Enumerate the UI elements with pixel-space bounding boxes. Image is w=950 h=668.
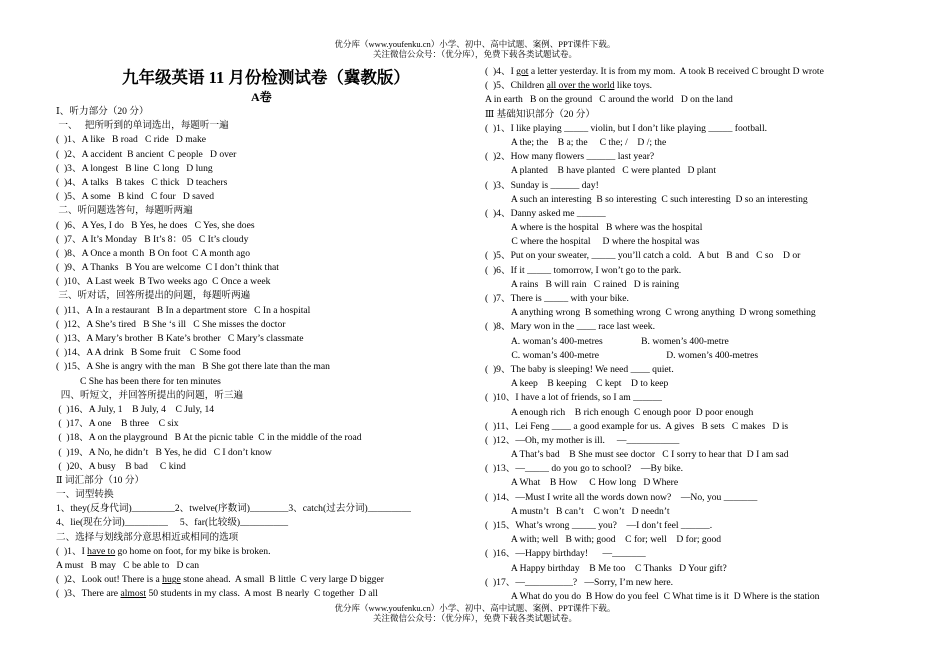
right-line: Ⅲ 基础知识部分（20 分） bbox=[485, 108, 595, 120]
right-line: ( )3、Sunday is ______ day! bbox=[485, 179, 599, 191]
left-line: ( )1、I have to go home on foot, for my bike is broken. bbox=[56, 545, 271, 557]
left-line: ( )6、A Yes, I do B Yes, he does C Yes, she does bbox=[56, 219, 255, 231]
left-line: C She has been there for ten minutes bbox=[56, 375, 221, 387]
page-footer bbox=[0, 603, 950, 623]
left-line: A must B may C be able to D can bbox=[56, 560, 200, 571]
left-line: ( )2、Look out! There is a huge stone ahead. A small B little C very large D bigger bbox=[56, 574, 384, 586]
right-line: ( )15、What’s wrong _____ you? —I don’t feel ______. bbox=[485, 520, 713, 531]
left-line: ( )20、A busy B bad C kind bbox=[56, 460, 186, 472]
underlined-phrase: have to bbox=[87, 545, 116, 557]
right-line: ( )7、There is _____ with your bike. bbox=[485, 293, 629, 304]
left-line: 四、听短文，并回答所提出的问题，听三遍 bbox=[56, 389, 244, 401]
right-line: A. woman’s 400-metres B. women’s 400-metre bbox=[485, 335, 729, 347]
left-line: ( )15、A She is angry with the man B She got there late than the man bbox=[56, 361, 330, 373]
right-line: ( )8、Mary won in the ____ race last week. bbox=[485, 321, 655, 333]
right-line: ( )1、I like playing _____ violin, but I don’t like playing _____ football. bbox=[485, 122, 768, 134]
right-line: A the; the B a; the C the; / D /; the bbox=[485, 136, 667, 148]
left-line: ( )12、A She’s tired B She ‘s ill C She misses the doctor bbox=[56, 318, 286, 330]
left-question-list bbox=[56, 105, 476, 602]
right-line: A Happy birthday B Me too C Thanks D Your gift? bbox=[485, 562, 727, 574]
page-title: 九年级英语 11 月份检测试卷（冀教版） bbox=[122, 68, 410, 87]
right-line: ( )14、—Must I write all the words down now? —No, you _______ bbox=[485, 491, 758, 503]
header-line-1: 优分库（www.youfenku.cn）小学、初中、高中试题、案例、PPT课件下载。 bbox=[334, 39, 616, 49]
right-line: A enough rich B rich enough C enough poor D poor enough bbox=[485, 406, 754, 418]
page-header bbox=[0, 39, 950, 59]
footer-line-1: 优分库（www.youfenku.cn）小学、初中、高中试题、案例、PPT课件下载。 bbox=[334, 603, 616, 613]
left-line: ( )9、A Thanks B You are welcome C I don’t think that bbox=[56, 262, 279, 274]
header-line-2: 关注微信公众号：（优分库），免费下载各类试题试卷。 bbox=[372, 49, 577, 59]
left-line: ( )1、A like B road C ride D make bbox=[56, 134, 207, 146]
left-line: 4、lie(现在分词)_________ 5、far(比较级)__________ bbox=[56, 517, 289, 529]
left-line: ( )11、A In a restaurant B In a department store C In a hospital bbox=[56, 304, 311, 316]
right-line: ( )5、Put on your sweater, _____ you’ll catch a cold. A but B and C so D or bbox=[485, 250, 801, 262]
left-line: ( )10、A Last week B Two weeks ago C Once a week bbox=[56, 276, 271, 288]
right-line: A such an interesting B so interesting C such interesting D so an interesting bbox=[485, 193, 808, 205]
left-line: 二、选择与划线部分意思相近或相同的选项 bbox=[56, 531, 239, 543]
footer-line-2: 关注微信公众号：（优分库），免费下载各类试题试卷。 bbox=[372, 613, 577, 623]
left-line: 一、词型转换 bbox=[56, 489, 114, 501]
left-line: ( )5、A some B kind C four D saved bbox=[56, 191, 215, 203]
left-column bbox=[56, 67, 476, 602]
right-line: ( )16、—Happy birthday! —_______ bbox=[485, 548, 646, 560]
right-line: A planted B have planted C were planted D plant bbox=[485, 165, 716, 177]
left-line: ( )4、A talks B takes C thick D teachers bbox=[56, 176, 228, 188]
right-line: ( )11、Lei Feng ____ a good example for us. A gives B sets C makes D is bbox=[485, 420, 789, 432]
right-line: ( )4、I got a letter yesterday. It is from my mom. A took B received C brought D wrote bbox=[485, 66, 824, 77]
right-column bbox=[485, 65, 905, 604]
section-a-heading: A卷 bbox=[251, 90, 272, 104]
underlined-phrase: all over the world bbox=[546, 80, 615, 92]
left-line: ( )18、A on the playground B At the picnic table C in the middle of the road bbox=[56, 432, 362, 444]
right-line: ( )5、Children all over the world like toys. bbox=[485, 80, 653, 92]
right-line: A That’s bad B She must see doctor C I sorry to hear that D I am sad bbox=[485, 449, 789, 461]
right-question-list bbox=[485, 65, 905, 604]
right-line: ( )12、—Oh, my mother is ill. —___________ bbox=[485, 434, 680, 446]
right-line: ( )6、If it _____ tomorrow, I won’t go to the park. bbox=[485, 264, 682, 276]
left-line: ( )3、There are almost 50 students in my class. A most B nearly C together D all bbox=[56, 588, 378, 600]
left-line: Ⅰ、听力部分（20 分） bbox=[56, 106, 149, 117]
right-line: A in earth B on the ground C around the world D on the land bbox=[485, 94, 733, 106]
left-line: ( )19、A No, he didn’t B Yes, he did C I don’t know bbox=[56, 446, 272, 458]
underlined-phrase: got bbox=[516, 66, 529, 77]
left-line: ( )3、A longest B line C long D lung bbox=[56, 162, 213, 174]
right-line: ( )13、—_____ do you go to school? —By bike. bbox=[485, 463, 683, 475]
left-line: 1、they(反身代词)_________2、twelve(序数词)________3、catch(过去分词)_________ bbox=[56, 503, 411, 515]
left-line: Ⅱ 词汇部分（10 分） bbox=[56, 474, 145, 486]
left-line: 一、 把所听到的单词选出，每题听一遍 bbox=[56, 120, 229, 132]
right-line: A keep B keeping C kept D to keep bbox=[485, 378, 669, 390]
right-line: A with; well B with; good C for; well D for; good bbox=[485, 534, 722, 546]
left-line: ( )16、A July, 1 B July, 4 C July, 14 bbox=[56, 403, 215, 415]
left-line: 二、听问题选答句，每题听两遍 bbox=[56, 205, 193, 217]
right-line: A where is the hospital B where was the hospital bbox=[485, 222, 703, 234]
left-line: ( )7、A It’s Monday B It’s 8：05 C It’s cloudy bbox=[56, 233, 249, 245]
right-line: ( )4、Danny asked me ______ bbox=[485, 207, 606, 219]
left-line: ( )8、A Once a month B On foot C A month ago bbox=[56, 247, 250, 259]
right-line: C where the hospital D where the hospital was bbox=[485, 236, 700, 248]
underlined-phrase: almost bbox=[120, 588, 147, 600]
left-line: 三、听对话，回答所提出的问题，每题听两遍 bbox=[56, 290, 251, 302]
left-line: ( )2、A accident B ancient C people D over bbox=[56, 148, 237, 160]
right-line: A mustn’t B can’t C won’t D needn’t bbox=[485, 505, 670, 517]
underlined-phrase: huge bbox=[162, 574, 181, 586]
right-line: ( )9、The baby is sleeping! We need ____ quiet. bbox=[485, 363, 674, 375]
right-line: ( )17、—__________? —Sorry, I’m new here. bbox=[485, 576, 674, 588]
right-line: A anything wrong B something wrong C wrong anything D wrong something bbox=[485, 307, 816, 319]
left-line: ( )17、A one B three C six bbox=[56, 418, 179, 430]
right-line: A What B How C How long D Where bbox=[485, 477, 679, 489]
right-line: A rains B will rain C rained D is raining bbox=[485, 278, 679, 290]
right-line: C. woman’s 400-metre D. women’s 400-metres bbox=[485, 349, 759, 361]
left-line: ( )14、A A drink B Some fruit C Some food bbox=[56, 347, 241, 359]
right-line: A What do you do B How do you feel C What time is it D Where is the station bbox=[485, 590, 820, 602]
right-line: ( )2、How many flowers ______ last year? bbox=[485, 151, 655, 163]
left-line: ( )13、A Mary’s brother B Kate’s brother C Mary’s classmate bbox=[56, 333, 304, 344]
right-line: ( )10、I have a lot of friends, so I am ______ bbox=[485, 392, 662, 404]
